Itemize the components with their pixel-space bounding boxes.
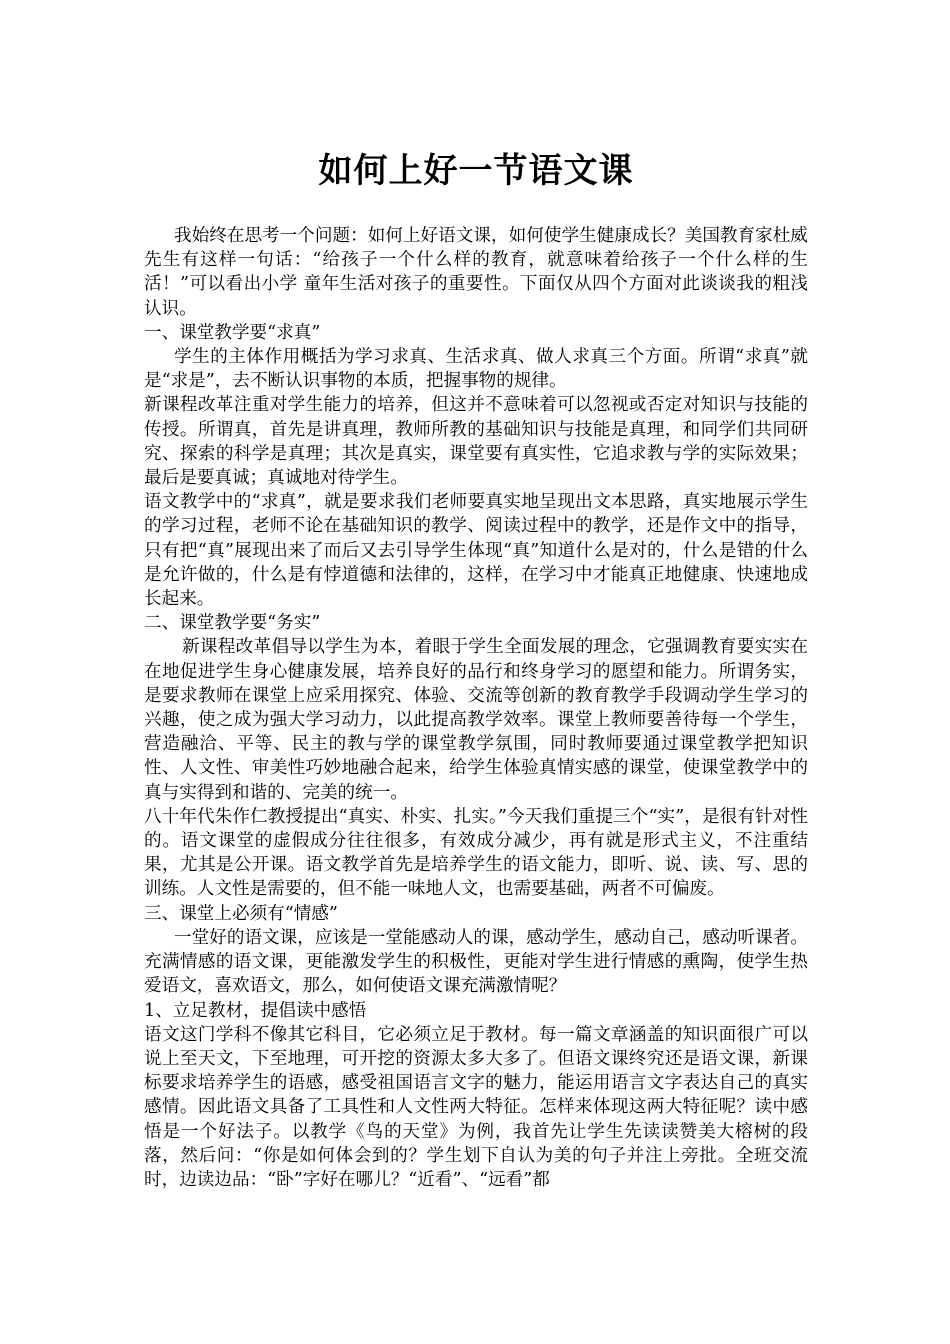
subsection-heading-1: 1、立足教材，提倡读中感悟 [144, 1000, 367, 1021]
intro-paragraph: 我始终在思考一个问题：如何上好语文课，如何使学生健康成长？美国教育家杜威先生有这样一句话：“给孩子一个什么样的教育，就意味着给孩子一个什么样的生活！”可以看出小学 童年生活对孩子的重要性。下面仅从四个方面对此谈谈我的粗浅认识。 [144, 226, 808, 319]
body-paragraph: 八十年代朱作仁教授提出“真实、朴实、扎实。”今天我们重提三个“实”，是很有针对性的。语文课堂的虚假成分往往很多，有效成分减少，再有就是形式主义，不注重结果，尤其是公开课。语文教学首先是培养学生的语文能力，即听、说、读、写、思的训练。人文性是需要的，但不能一味地人文，也需要基础，两者不可偏废。 [144, 806, 808, 900]
section-heading-2: 二、课堂教学要“务实” [144, 613, 321, 634]
section-heading-1: 一、课堂教学要“求真” [144, 322, 321, 343]
body-paragraph: 一堂好的语文课，应该是一堂能感动人的课，感动学生，感动自己，感动听课者。充满情感的语文课，更能激发学生的积极性，更能对学生进行情感的熏陶，使学生热爱语文，喜欢语文，那么，如何使语文课充满激情呢？ [144, 927, 808, 997]
document-title: 如何上好一节语文课 [318, 150, 634, 191]
document-body [144, 224, 808, 1192]
body-paragraph: 语文这门学科不像其它科目，它必须立足于教材。每一篇文章涵盖的知识面很广可以说上至天文，下至地理，可开挖的资源太多大多了。但语文课终究还是语文课，新课标要求培养学生的语感，感受祖国语言文字的魅力，能运用语言文字表达自己的真实感情。因此语文具备了工具性和人文性两大特征。怎样来体现这两大特征呢？读中感悟是一个好法子。以教学《鸟的天堂》为例，我首先让学生先读读赞美大榕树的段落，然后问：“你是如何体会到的？学生划下自认为美的句子并注上旁批。全班交流时，边读边品：“卧”字好在哪儿？“近看”、“远看”都 [144, 1024, 808, 1190]
body-paragraph: 语文教学中的“求真”，就是要求我们老师要真实地呈现出文本思路，真实地展示学生的学习过程，老师不论在基础知识的教学、阅读过程中的教学，还是作文中的指导，只有把“真”展现出来了而后又去引导学生体现“真”知道什么是对的，什么是错的什么是允许做的，什么是有悖道德和法律的，这样，在学习中才能真正地健康、快速地成长起来。 [144, 492, 808, 610]
body-paragraph: 学生的主体作用概括为学习求真、生活求真、做人求真三个方面。所谓“求真”就是“求是”，去不断认识事物的本质，把握事物的规律。 [144, 347, 808, 392]
body-paragraph: 新课程改革注重对学生能力的培养，但这并不意味着可以忽视或否定对知识与技能的传授。所谓真，首先是讲真理，教师所教的基础知识与技能是真理，和同学们共同研究、探索的科学是真理；其次是真实，课堂要有真实性，它追求教与学的实际效果；最后是要真诚；真诚地对待学生。 [144, 395, 808, 489]
body-paragraph: 新课程改革倡导以学生为本，着眼于学生全面发展的理念，它强调教育要实实在在地促进学生身心健康发展，培养良好的品行和终身学习的愿望和能力。所谓务实，是要求教师在课堂上应采用探究、体验、交流等创新的教育教学手段调动学生学习的兴趣，使之成为强大学习动力，以此提高教学效率。课堂上教师要善待每一个学生，营造融洽、平等、民主的教与学的课堂教学氛围，同时教师要通过课堂教学把知识性、人文性、审美性巧妙地融合起来，给学生体验真情实感的课堂，使课堂教学中的真与实得到和谐的、完美的统一。 [144, 637, 808, 803]
section-heading-3: 三、课堂上必须有“情感” [144, 903, 338, 924]
